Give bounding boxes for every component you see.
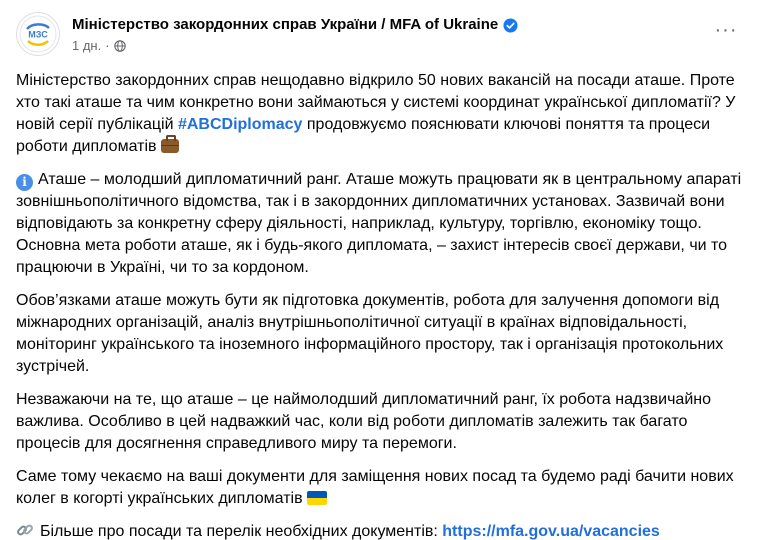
paragraph-definition (16, 169, 744, 279)
svg-text:МЗС: МЗС (28, 29, 48, 40)
paragraph-duties: Обов’язками аташе можуть бути як підготовка документів, робота для залучення допомоги від міжнародних організацій, аналіз внутрішньополітичної ситуації в країнах відповідальності, моніторинг українського та іноземного інформаційного простору, так і організація протокольних зустрічей. (16, 292, 724, 375)
paragraph-intro (16, 70, 744, 158)
globe-icon[interactable] (114, 40, 126, 52)
vacancies-link[interactable]: https://mfa.gov.ua/vacancies (442, 523, 660, 540)
paragraph-call-to-action (16, 466, 744, 510)
paragraph-link (16, 521, 744, 540)
mfa-logo-icon (19, 15, 57, 53)
link-lead-text: Більше про посади та перелік необхідних документів: (40, 523, 443, 540)
definition-text: Аташе – молодший дипломатичний ранг. Аташе можуть працювати як в центральному апараті зовнішньополітичного відомства, так і в закордонних дипломатичних установах. Зазвичай вони відповідають за конкретну сферу діяльності, наприклад, культуру, торгівлю, економіку тощо. Основна мета роботи аташе, як і будь-якого дипломата, – захист інтересів своєї держави, чи то працюючи в Україні, чи то за кордоном. (16, 171, 742, 276)
ukraine-flag-icon (307, 491, 327, 505)
post-header (16, 12, 742, 62)
meta-separator: · (105, 38, 110, 53)
paragraph-importance: Незважаючи на те, що аташе – це наймолодший дипломатичний ранг, їх робота надзвичайно важлива. Особливо в цей надважкий час, коли від роботи дипломатів залежить так багато процесів для досягнення справедливого миру та перемоги. (16, 391, 711, 452)
intro-text-b: продовжуємо пояснювати ключові поняття та процеси роботи дипломатів (16, 116, 711, 155)
verified-badge-icon (503, 18, 518, 33)
page-name-link[interactable]: Міністерство закордонних справ України / MFA of Ukraine (72, 16, 499, 33)
page-avatar[interactable] (16, 12, 60, 56)
info-icon: i (16, 174, 33, 191)
post-body (16, 70, 744, 540)
hashtag-link[interactable]: #ABCDiplomacy (177, 116, 303, 133)
cta-text: Саме тому чекаємо на ваші документи для заміщення нових посад та будемо раді бачити нових колег в когорті українських дипломатів (16, 468, 734, 507)
post-timestamp[interactable]: 1 дн. (72, 38, 102, 53)
link-chain-icon (16, 521, 34, 539)
briefcase-icon (161, 139, 179, 153)
intro-text-a: Міністерство закордонних справ нещодавно відкрило 50 нових вакансій на посади аташе. Проте хто такі аташе та чим конкретно вони займаються у системі координат української дипломатії? У новій серії публікацій (16, 72, 736, 133)
more-options-button[interactable]: ··· (714, 18, 738, 41)
